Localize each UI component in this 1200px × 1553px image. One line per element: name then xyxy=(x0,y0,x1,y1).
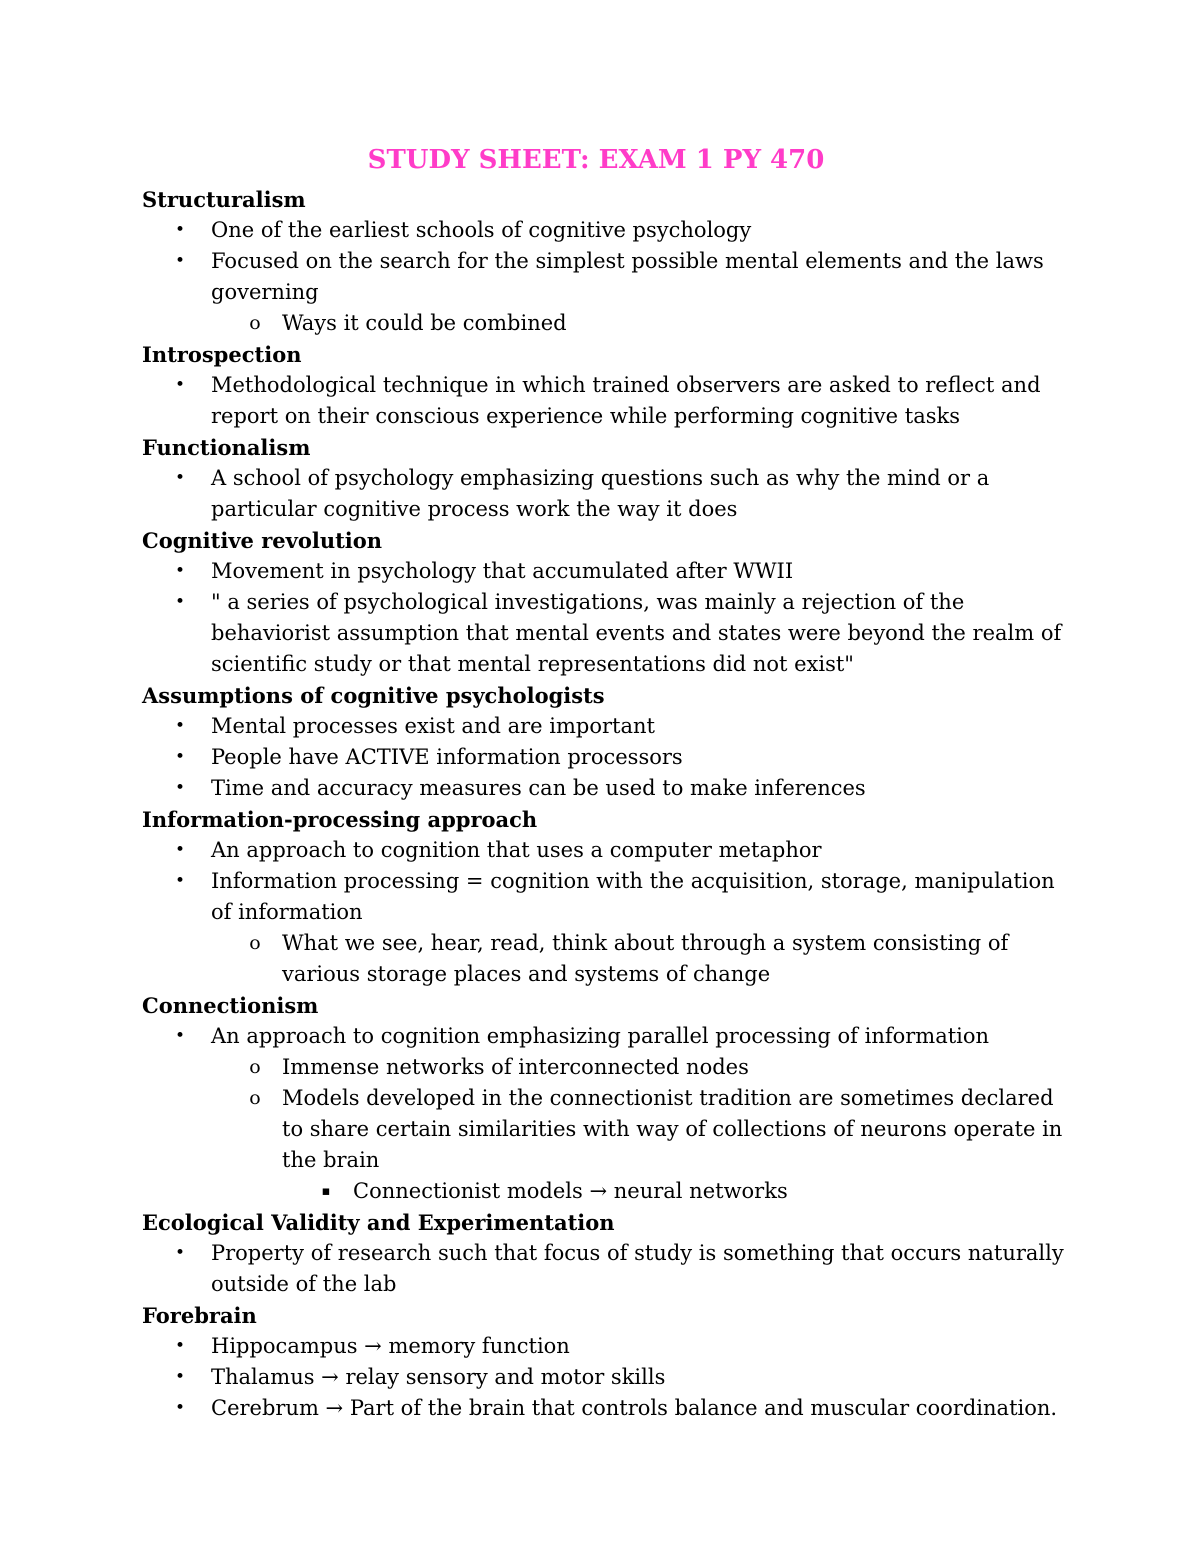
section-heading: Information-processing approach xyxy=(142,807,538,832)
bullet-disc-icon: • xyxy=(174,220,186,240)
bullet-list xyxy=(142,835,1070,990)
bullet-circle-icon: o xyxy=(249,312,261,334)
section-heading: Connectionism xyxy=(142,993,319,1018)
list-item-text: Methodological technique in which trained observers are asked to reflect and report on their conscious experience while performing cognitive tasks xyxy=(211,373,1041,428)
section-heading: Functionalism xyxy=(142,435,311,460)
bullet-disc-icon: • xyxy=(174,840,186,860)
bullet-disc-icon: • xyxy=(174,747,186,767)
list-item xyxy=(142,463,1070,525)
bullet-disc-icon: • xyxy=(174,375,186,395)
list-item-text: People have ACTIVE information processors xyxy=(211,745,683,769)
bullet-list xyxy=(142,1021,1070,1207)
section xyxy=(142,990,1070,1207)
list-item xyxy=(142,1238,1070,1300)
list-item xyxy=(142,1393,1070,1424)
section-heading: Cognitive revolution xyxy=(142,528,383,553)
page-title: STUDY SHEET: EXAM 1 PY 470 xyxy=(367,145,825,175)
list-item xyxy=(142,742,1070,773)
bullet-disc-icon: • xyxy=(174,716,186,736)
list-item xyxy=(142,1331,1070,1362)
section xyxy=(142,525,1070,680)
list-item-text: Information processing = cognition with the acquisition, storage, manipulation of information xyxy=(211,869,1055,924)
list-item xyxy=(142,308,1070,339)
bullet-list xyxy=(142,370,1070,432)
section-heading: Forebrain xyxy=(142,1303,257,1328)
bullet-list xyxy=(142,1331,1070,1424)
list-item-text: Ways it could be combined xyxy=(282,311,567,335)
section xyxy=(142,1207,1070,1300)
bullet-disc-icon: • xyxy=(174,1026,186,1046)
list-item-text: Immense networks of interconnected nodes xyxy=(282,1055,749,1079)
bullet-disc-icon: • xyxy=(174,592,186,612)
section xyxy=(142,339,1070,432)
list-item xyxy=(142,370,1070,432)
bullet-disc-icon: • xyxy=(174,1243,186,1263)
list-item xyxy=(142,1021,1070,1052)
list-item xyxy=(142,1083,1070,1176)
section xyxy=(142,804,1070,990)
list-item-text: " a series of psychological investigations, was mainly a rejection of the behaviorist assumption that mental events and states were beyond the realm of scientific study or that mental representations did not exist" xyxy=(211,590,1062,676)
bullet-disc-icon: • xyxy=(174,251,186,271)
bullet-list xyxy=(142,463,1070,525)
list-item-text: Mental processes exist and are important xyxy=(211,714,655,738)
list-item xyxy=(142,928,1070,990)
bullet-disc-icon: • xyxy=(174,1367,186,1387)
list-item xyxy=(142,1176,1070,1207)
bullet-disc-icon: • xyxy=(174,1398,186,1418)
list-item xyxy=(142,215,1070,246)
list-item-text: One of the earliest schools of cognitive psychology xyxy=(211,218,752,242)
bullet-list xyxy=(142,711,1070,804)
list-item xyxy=(142,1362,1070,1393)
list-item-text: What we see, hear, read, think about through a system consisting of various storage places and systems of change xyxy=(282,931,1009,986)
section-heading: Introspection xyxy=(142,342,302,367)
list-item-text: Models developed in the connectionist tradition are sometimes declared to share certain similarities with way of collections of neurons operate in the brain xyxy=(282,1086,1063,1172)
list-item-text: Property of research such that focus of study is something that occurs naturally outside of the lab xyxy=(211,1241,1064,1296)
bullet-circle-icon: o xyxy=(249,932,261,954)
list-item xyxy=(142,246,1070,308)
section xyxy=(142,680,1070,804)
bullet-circle-icon: o xyxy=(249,1056,261,1078)
list-item xyxy=(142,587,1070,680)
list-item xyxy=(142,866,1070,928)
bullet-list xyxy=(142,215,1070,339)
bullet-list xyxy=(142,556,1070,680)
sections-container xyxy=(142,184,1070,1424)
list-item-text: An approach to cognition emphasizing parallel processing of information xyxy=(211,1024,990,1048)
list-item-text: Movement in psychology that accumulated after WWII xyxy=(211,559,794,583)
section-heading: Structuralism xyxy=(142,187,306,212)
list-item-text: Hippocampus → memory function xyxy=(211,1334,570,1358)
list-item xyxy=(142,773,1070,804)
bullet-disc-icon: • xyxy=(174,468,186,488)
section xyxy=(142,184,1070,339)
list-item-text: Focused on the search for the simplest possible mental elements and the laws governing xyxy=(211,249,1044,304)
bullet-circle-icon: o xyxy=(249,1087,261,1109)
section-heading: Ecological Validity and Experimentation xyxy=(142,1210,615,1235)
bullet-disc-icon: • xyxy=(174,871,186,891)
list-item xyxy=(142,835,1070,866)
list-item xyxy=(142,711,1070,742)
bullet-square-icon: ▪ xyxy=(321,1184,331,1199)
bullet-disc-icon: • xyxy=(174,778,186,798)
list-item-text: Cerebrum → Part of the brain that controls balance and muscular coordination. xyxy=(211,1396,1058,1420)
list-item-text: Connectionist models → neural networks xyxy=(353,1179,788,1203)
list-item-text: A school of psychology emphasizing questions such as why the mind or a particular cognitive process work the way it does xyxy=(211,466,990,521)
list-item xyxy=(142,1052,1070,1083)
section xyxy=(142,432,1070,525)
bullet-disc-icon: • xyxy=(174,561,186,581)
bullet-disc-icon: • xyxy=(174,1336,186,1356)
list-item-text: An approach to cognition that uses a computer metaphor xyxy=(211,838,822,862)
section xyxy=(142,1300,1070,1424)
list-item xyxy=(142,556,1070,587)
bullet-list xyxy=(142,1238,1070,1300)
list-item-text: Time and accuracy measures can be used to make inferences xyxy=(211,776,866,800)
section-heading: Assumptions of cognitive psychologists xyxy=(142,683,605,708)
list-item-text: Thalamus → relay sensory and motor skills xyxy=(211,1365,666,1389)
